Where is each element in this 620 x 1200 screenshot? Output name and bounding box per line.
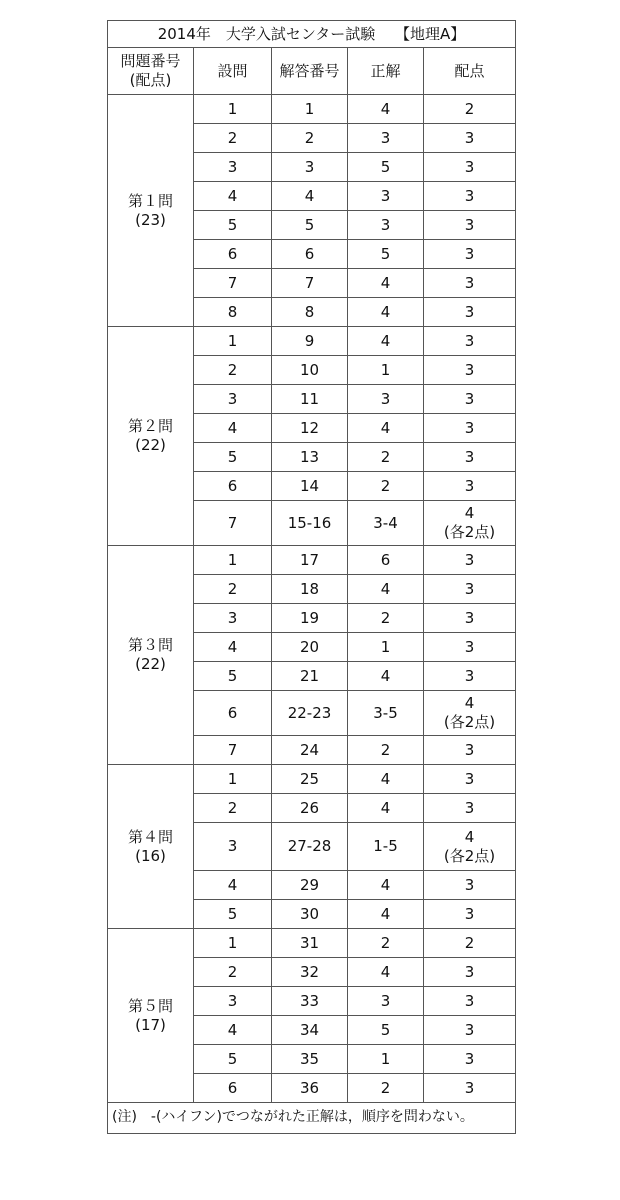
answer-number-cell: 20 [272,633,348,662]
answer-number-cell: 5 [272,211,348,240]
question-cell: 6 [194,472,272,501]
section-label [108,765,194,929]
answer-number-cell: 7 [272,269,348,298]
answer-number-cell: 8 [272,298,348,327]
section-name: 第３問 [127,636,173,655]
points-cell [424,501,516,546]
correct-answer-cell: 5 [348,153,424,182]
correct-answer-cell: 2 [348,604,424,633]
answer-number-cell: 35 [272,1045,348,1074]
question-cell: 4 [194,1016,272,1045]
points-cell: 3 [424,662,516,691]
question-cell: 7 [194,736,272,765]
points-cell: 3 [424,736,516,765]
correct-answer-cell: 4 [348,95,424,124]
answer-number-cell: 17 [272,546,348,575]
answer-number-cell: 11 [272,385,348,414]
correct-answer-cell: 1 [348,1045,424,1074]
points-cell: 3 [424,385,516,414]
answer-number-cell: 18 [272,575,348,604]
answer-number-cell: 26 [272,794,348,823]
points-cell [424,691,516,736]
correct-answer-cell: 4 [348,327,424,356]
points-cell: 3 [424,240,516,269]
question-cell: 2 [194,124,272,153]
correct-answer-cell: 3-4 [348,501,424,546]
section-name: 第５問 [127,996,173,1015]
correct-answer-cell: 4 [348,662,424,691]
points-cell: 3 [424,575,516,604]
correct-answer-cell: 2 [348,443,424,472]
correct-answer-cell: 2 [348,1074,424,1103]
section-name: 第４問 [127,827,173,846]
points-cell: 3 [424,356,516,385]
question-cell: 5 [194,1045,272,1074]
question-cell: 7 [194,269,272,298]
answer-number-cell: 10 [272,356,348,385]
section-label [108,546,194,765]
points-cell: 2 [424,95,516,124]
correct-answer-cell: 4 [348,765,424,794]
question-cell: 2 [194,794,272,823]
correct-answer-cell: 3 [348,124,424,153]
points-cell: 3 [424,182,516,211]
correct-answer-cell: 3 [348,211,424,240]
answer-number-cell: 3 [272,153,348,182]
question-cell: 3 [194,604,272,633]
answer-number-cell: 4 [272,182,348,211]
answer-number-cell: 30 [272,900,348,929]
points-value: 4 [464,827,475,846]
question-cell: 5 [194,443,272,472]
question-cell: 4 [194,414,272,443]
answer-number-cell: 6 [272,240,348,269]
points-cell: 3 [424,987,516,1016]
correct-answer-cell: 4 [348,958,424,987]
points-note: (各2点) [443,713,496,731]
section-score: (22) [135,655,166,673]
points-cell: 3 [424,414,516,443]
header-answer-number: 解答番号 [272,48,348,95]
points-cell: 3 [424,269,516,298]
question-cell: 3 [194,385,272,414]
points-cell: 3 [424,211,516,240]
answer-number-cell: 24 [272,736,348,765]
correct-answer-cell: 1 [348,633,424,662]
correct-answer-cell: 4 [348,794,424,823]
correct-answer-cell: 3 [348,385,424,414]
question-cell: 1 [194,765,272,794]
points-cell: 3 [424,1045,516,1074]
section-score: (17) [135,1015,166,1034]
points-cell: 3 [424,765,516,794]
answer-number-cell: 33 [272,987,348,1016]
question-cell: 3 [194,987,272,1016]
section-score: (23) [135,210,166,229]
points-cell: 3 [424,153,516,182]
question-cell: 1 [194,327,272,356]
question-cell: 1 [194,546,272,575]
answer-number-cell: 25 [272,765,348,794]
points-cell: 3 [424,958,516,987]
correct-answer-cell: 5 [348,240,424,269]
title-row [108,21,516,48]
header-section [108,48,194,95]
correct-answer-cell: 4 [348,298,424,327]
question-cell: 4 [194,182,272,211]
points-cell: 3 [424,871,516,900]
points-cell: 3 [424,1074,516,1103]
answer-number-cell: 34 [272,1016,348,1045]
question-cell: 5 [194,900,272,929]
correct-answer-cell: 1-5 [348,823,424,871]
question-cell: 3 [194,153,272,182]
answer-number-cell: 29 [272,871,348,900]
answer-number-cell: 12 [272,414,348,443]
section-label [108,929,194,1103]
points-cell [424,823,516,871]
correct-answer-cell: 6 [348,546,424,575]
table-row [108,765,516,794]
header-question: 設問 [194,48,272,95]
correct-answer-cell: 2 [348,929,424,958]
header-section-points: (配点) [129,71,172,89]
question-cell: 6 [194,691,272,736]
section-name: 第２問 [127,417,173,436]
points-value: 4 [464,694,475,713]
correct-answer-cell: 3 [348,987,424,1016]
question-cell: 2 [194,356,272,385]
answer-table [107,20,516,1134]
header-correct: 正解 [348,48,424,95]
question-cell: 1 [194,929,272,958]
answer-number-cell: 14 [272,472,348,501]
points-cell: 3 [424,1016,516,1045]
correct-answer-cell: 2 [348,472,424,501]
points-cell: 3 [424,472,516,501]
table-row [108,546,516,575]
footnote: (注) -(ハイフン)でつながれた正解は，順序を問わない。 [108,1103,516,1134]
correct-answer-cell: 4 [348,414,424,443]
question-cell: 4 [194,871,272,900]
section-name: 第１問 [127,191,173,210]
section-label [108,327,194,546]
correct-answer-cell: 4 [348,871,424,900]
question-cell: 5 [194,662,272,691]
section-score: (22) [135,436,166,454]
points-cell: 3 [424,546,516,575]
header-row [108,48,516,95]
points-cell: 3 [424,604,516,633]
question-cell: 4 [194,633,272,662]
question-cell: 8 [194,298,272,327]
correct-answer-cell: 3-5 [348,691,424,736]
answer-number-cell: 15-16 [272,501,348,546]
table-row [108,929,516,958]
points-cell: 3 [424,124,516,153]
question-cell: 2 [194,575,272,604]
correct-answer-cell: 5 [348,1016,424,1045]
answer-number-cell: 1 [272,95,348,124]
question-cell: 6 [194,1074,272,1103]
answer-number-cell: 31 [272,929,348,958]
answer-number-cell: 9 [272,327,348,356]
answer-number-cell: 32 [272,958,348,987]
points-value: 4 [464,504,475,523]
points-cell: 3 [424,298,516,327]
answer-number-cell: 22-23 [272,691,348,736]
answer-number-cell: 27-28 [272,823,348,871]
answer-number-cell: 36 [272,1074,348,1103]
question-cell: 6 [194,240,272,269]
points-cell: 3 [424,443,516,472]
question-cell: 2 [194,958,272,987]
answer-number-cell: 2 [272,124,348,153]
question-cell: 5 [194,211,272,240]
section-score: (16) [135,846,166,865]
points-cell: 3 [424,794,516,823]
points-cell: 3 [424,327,516,356]
points-note: (各2点) [443,523,496,541]
header-section-label: 問題番号 [120,52,181,71]
correct-answer-cell: 4 [348,575,424,604]
correct-answer-cell: 4 [348,269,424,298]
correct-answer-cell: 1 [348,356,424,385]
points-cell: 2 [424,929,516,958]
table-title: 2014年 大学入試センター試験 【地理A】 [108,21,516,48]
points-cell: 3 [424,633,516,662]
table-row [108,95,516,124]
correct-answer-cell: 3 [348,182,424,211]
table-row [108,327,516,356]
answer-number-cell: 13 [272,443,348,472]
answer-number-cell: 19 [272,604,348,633]
correct-answer-cell: 4 [348,900,424,929]
answer-number-cell: 21 [272,662,348,691]
points-note: (各2点) [443,846,496,865]
question-cell: 1 [194,95,272,124]
correct-answer-cell: 2 [348,736,424,765]
points-cell: 3 [424,900,516,929]
note-row [108,1103,516,1134]
question-cell: 7 [194,501,272,546]
section-label [108,95,194,327]
header-points: 配点 [424,48,516,95]
question-cell: 3 [194,823,272,871]
